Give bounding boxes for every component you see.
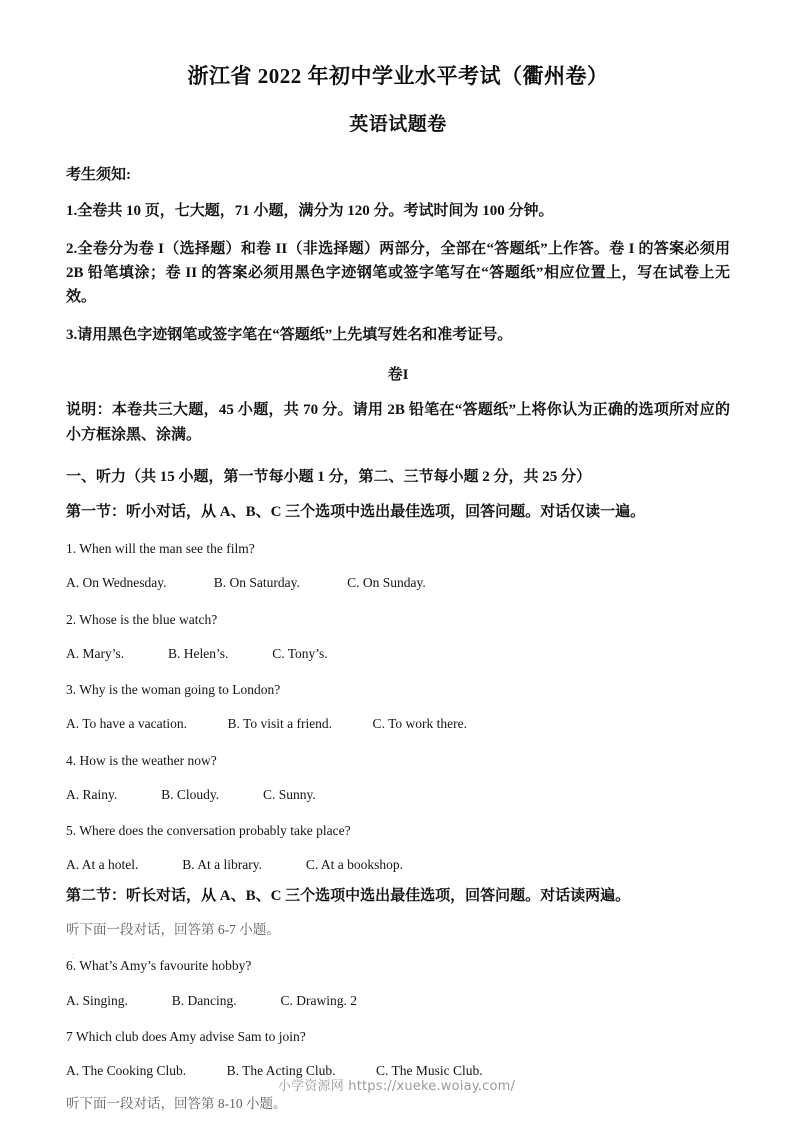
question-stem-3: 3. Why is the woman going to London? (66, 682, 281, 698)
notice-heading: 考生须知: (66, 166, 131, 183)
notice-item-2: 2.全卷分为卷 I（选择题）和卷 II（非选择题）两部分，全部在“答题纸”上作答。卷 I 的答案必须用 2B 铅笔填涂；卷 II 的答案必须用黑色字迹钢笔或签字笔写在“答题纸”相应位置上，写在试卷上无效。 (66, 240, 730, 306)
question-options-2[interactable]: A. Mary’s. B. Helen’s. C. Tony’s. (66, 645, 328, 661)
page-title: 浙江省 2022 年初中学业水平考试（衢州卷） (187, 64, 609, 88)
paper-one-label: 卷I (387, 366, 409, 383)
question-stem-6: 6. What’s Amy’s favourite hobby? (66, 958, 252, 974)
question-options-3[interactable]: A. To have a vacation. B. To visit a friend. C. To work there. (66, 716, 467, 732)
question-options-5[interactable]: A. At a hotel. B. At a library. C. At a bookshop. (66, 857, 403, 873)
question-options-6[interactable]: A. Singing. B. Dancing. C. Drawing. 2 (66, 992, 357, 1008)
listening-part-heading: 一、听力（共 15 小题，第一节每小题 1 分，第二、三节每小题 2 分，共 25 分） (66, 469, 592, 486)
question-stem-5: 5. Where does the conversation probably take place? (66, 823, 351, 839)
paper-one-explanation: 说明：本卷共三大题，45 小题，共 70 分。请用 2B 铅笔在“答题纸”上将你认为正确的选项所对应的小方框涂黑、涂满。 (66, 402, 730, 443)
listening-section-two-heading: 第二节：听长对话，从 A、B、C 三个选项中选出最佳选项，回答问题。对话读两遍。 (66, 887, 631, 904)
listening-direction-8-10: 听下面一段对话，回答第 8-10 小题。 (66, 1096, 287, 1112)
listening-direction-6-7: 听下面一段对话，回答第 6-7 小题。 (66, 922, 280, 938)
page-subtitle: 英语试题卷 (349, 114, 447, 136)
question-stem-7: 7 Which club does Amy advise Sam to join? (66, 1028, 306, 1044)
notice-item-1: 1.全卷共 10 页，七大题，71 小题，满分为 120 分。考试时间为 100 分钟。 (66, 203, 554, 220)
footer-watermark: 小学资源网 https://xueke.woiay.com/ (277, 1079, 516, 1094)
notice-item-3: 3.请用黑色字迹钢笔或签字笔在“答题纸”上先填写姓名和准考证号。 (66, 326, 513, 343)
scan-artifact-speck: : (72, 950, 75, 960)
listening-section-one-heading: 第一节：听小对话，从 A、B、C 三个选项中选出最佳选项，回答问题。对话仅读一遍。 (66, 503, 646, 520)
question-options-4[interactable]: A. Rainy. B. Cloudy. C. Sunny. (66, 786, 316, 802)
question-options-7[interactable]: A. The Cooking Club. B. The Acting Club. C. The Music Club. (66, 1063, 483, 1079)
question-options-1[interactable]: A. On Wednesday. B. On Saturday. C. On Sunday. (66, 575, 426, 591)
question-stem-2: 2. Whose is the blue watch? (66, 611, 218, 627)
question-stem-1: 1. When will the man see the film? (66, 541, 255, 557)
page-content (66, 0, 730, 1115)
question-stem-4: 4. How is the weather now? (66, 752, 217, 768)
